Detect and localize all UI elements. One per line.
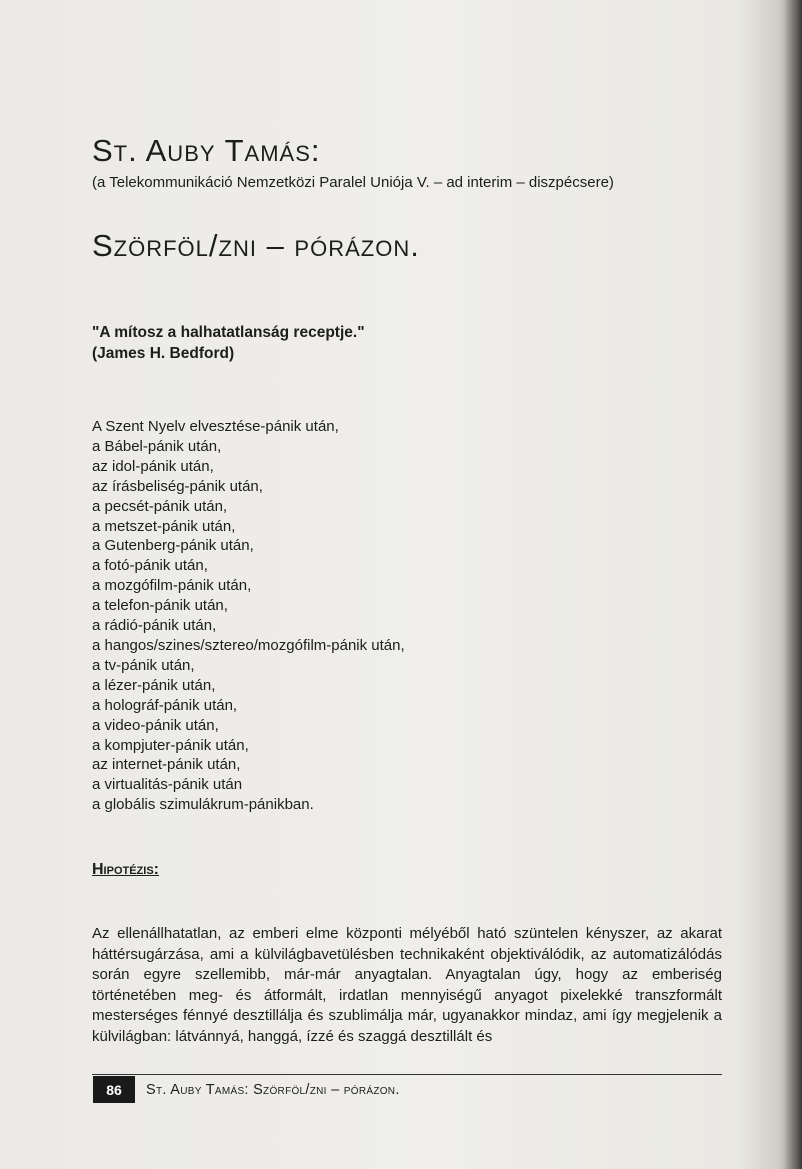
author-name: St. Auby Tamás: bbox=[92, 133, 321, 168]
poem-line: a mozgófilm-pánik után, bbox=[92, 577, 252, 595]
poem-line: a Bábel-pánik után, bbox=[92, 437, 222, 455]
poem-line: az internet-pánik után, bbox=[92, 756, 241, 774]
book-spine-shadow bbox=[784, 0, 802, 1169]
poem-line: a lézer-pánik után, bbox=[92, 676, 216, 694]
footer-rule bbox=[92, 1074, 722, 1075]
poem-line: a pecsét-pánik után, bbox=[92, 497, 228, 515]
section-heading-hypothesis: Hipotézis: bbox=[92, 861, 160, 878]
poem-line: a hangos/szines/sztereo/mozgófilm-pánik után, bbox=[92, 636, 405, 654]
motto-attribution: (James H. Bedford) bbox=[92, 345, 235, 362]
poem-line: a virtualitás-pánik után bbox=[92, 776, 243, 794]
poem-line: a fotó-pánik után, bbox=[92, 557, 208, 575]
page-number: 86 bbox=[93, 1076, 135, 1103]
body-paragraph: Az ellenállhatatlan, az emberi elme központi mélyéből ható szüntelen kényszer, az akarat háttérsugárzása, ami a külvilágbavetülésben technikaként objektiválódik, az automatizálódás során egyre szellemibb, már-már anyagtalan. Anyagtalan úgy, hogy az emberiség történetében meg- és átformált, irdatlan mennyiségű anyagot pixelekké transzformált mesterséges fénnyé desztillálja és szublimálja már, ugyanakkor mindaz, ami így megjelenik a külvilágban: látvánnyá, hanggá, ízzé és szaggá desztillált és bbox=[92, 925, 722, 1045]
poem-line: a telefon-pánik után, bbox=[92, 597, 228, 615]
running-title: St. Auby Tamás: Szörföl/zni – pórázon. bbox=[146, 1082, 400, 1098]
poem-line: a rádió-pánik után, bbox=[92, 617, 217, 635]
poem-line: az idol-pánik után, bbox=[92, 457, 214, 475]
poem-line: a tv-pánik után, bbox=[92, 656, 195, 674]
author-affiliation: (a Telekommunikáció Nemzetközi Paralel Uniója V. – ad interim – diszpécsere) bbox=[92, 174, 614, 191]
poem-line: a kompjuter-pánik után, bbox=[92, 736, 249, 754]
poem-line: az írásbeliség-pánik után, bbox=[92, 477, 263, 495]
poem-line: a metszet-pánik után, bbox=[92, 517, 236, 535]
poem-line: a globális szimulákrum-pánikban. bbox=[92, 796, 314, 814]
poem-line: a video-pánik után, bbox=[92, 716, 219, 734]
poem bbox=[92, 417, 405, 815]
article-title: Szörföl/zni – pórázon. bbox=[92, 228, 420, 263]
poem-line: a holográf-pánik után, bbox=[92, 696, 238, 714]
motto bbox=[92, 322, 365, 364]
motto-quote: "A mítosz a halhatatlanság receptje." bbox=[92, 324, 365, 341]
poem-line: A Szent Nyelv elvesztése-pánik után, bbox=[92, 418, 339, 435]
poem-line: a Gutenberg-pánik után, bbox=[92, 537, 254, 555]
